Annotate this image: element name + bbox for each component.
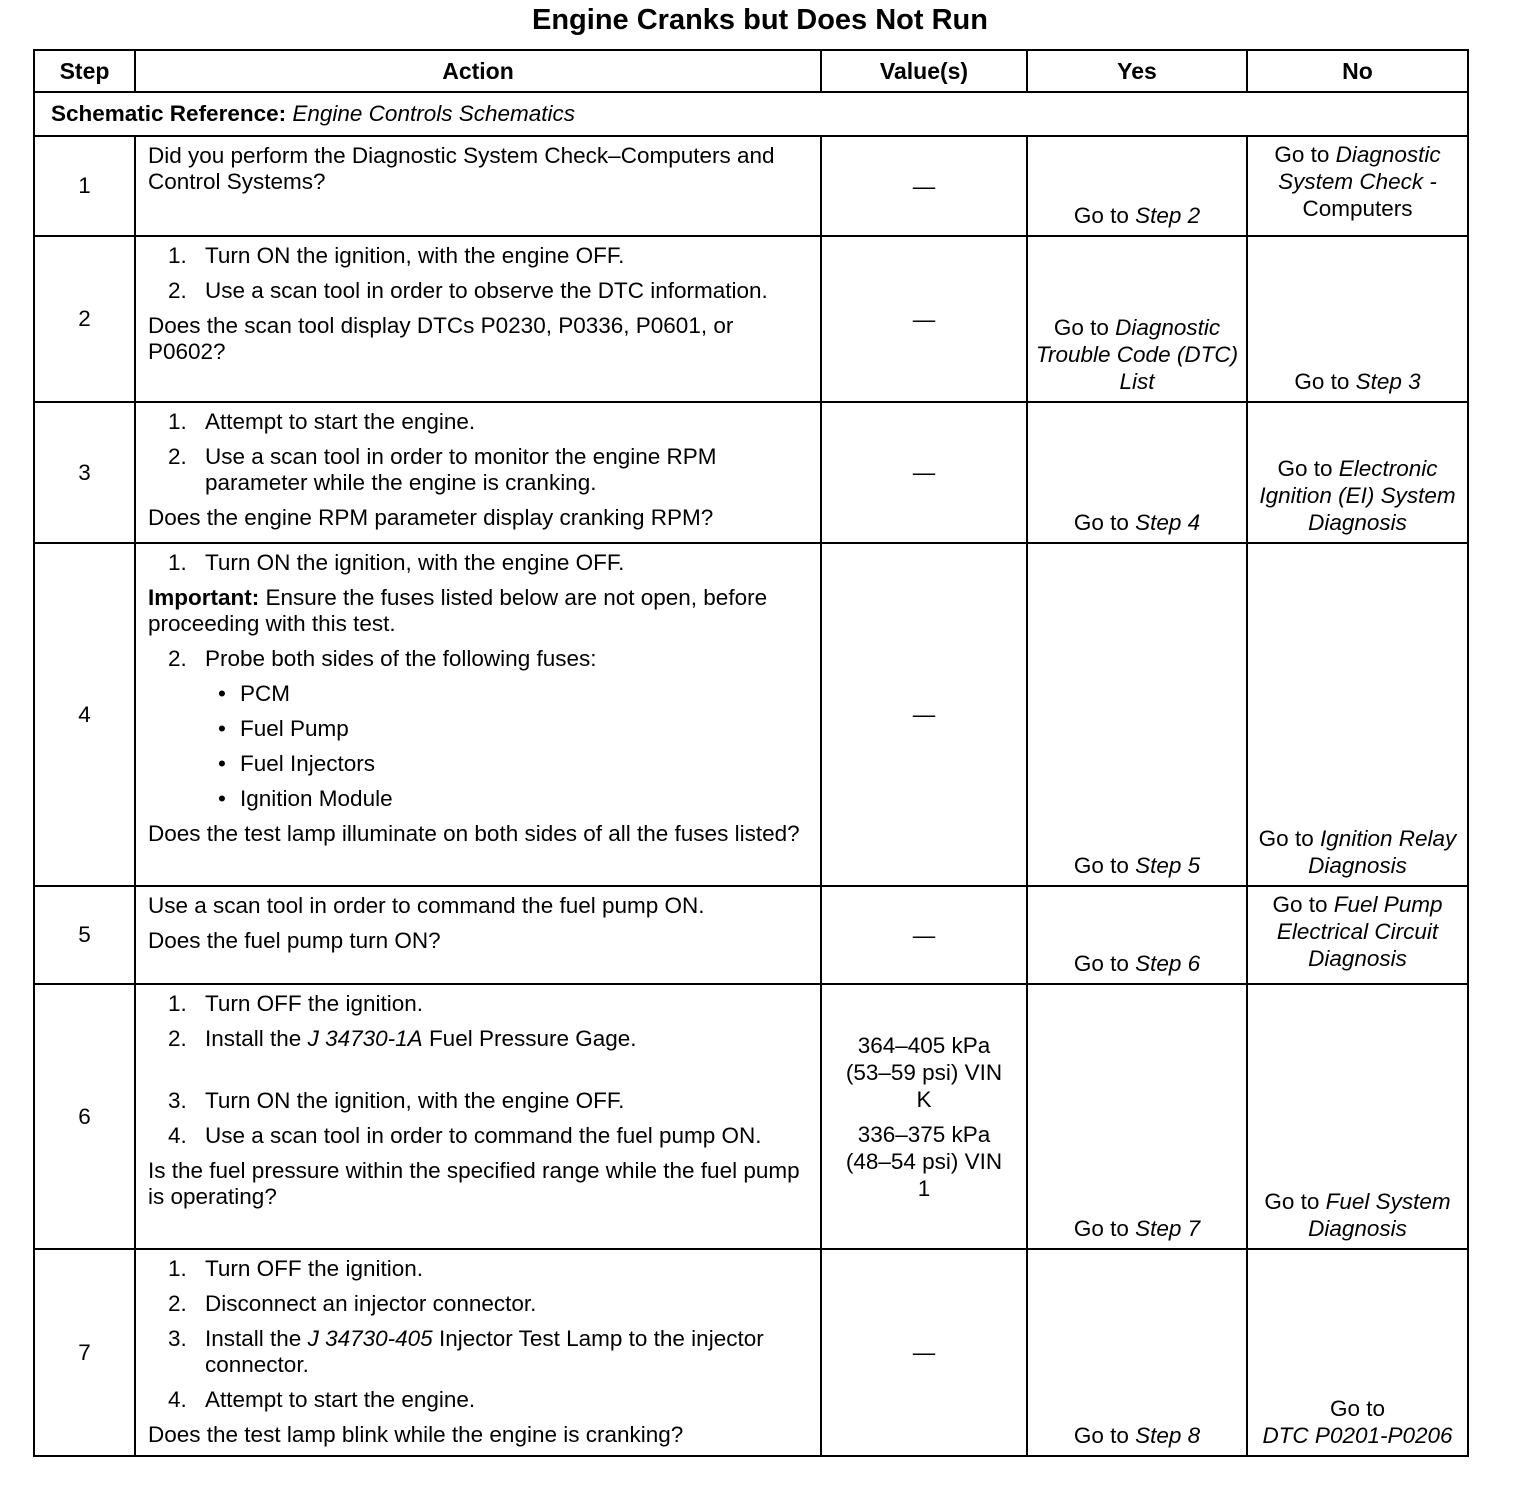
action-item: 4. Attempt to start the engine. (168, 1387, 476, 1412)
goto-text: Go to (1073, 853, 1129, 878)
fuse-item: • PCM (218, 681, 290, 706)
action-item: 2. Disconnect an injector connector. (168, 1291, 537, 1316)
goto-text: Go to (1277, 456, 1333, 481)
value-cell: — (821, 236, 1027, 402)
page-title: Engine Cranks but Does Not Run (532, 4, 988, 36)
header-row (34, 50, 1468, 92)
action-question: Does the scan tool display DTCs P0230, P0336, P0601, or P0602? (148, 313, 734, 364)
action-item: 3. Turn ON the ignition, with the engine OFF. (168, 1088, 625, 1113)
action-question: Does the test lamp blink while the engine is cranking? (148, 1422, 684, 1447)
goto-link[interactable]: Ignition Relay Diagnosis (1308, 826, 1457, 878)
important-note: Important: Ensure the fuses listed below are not open, before proceeding with this test. (148, 585, 768, 636)
goto-text: Go to (1264, 1189, 1320, 1214)
goto-link-extra[interactable]: Computers (1302, 196, 1413, 221)
header-action: Action (135, 50, 821, 92)
action-item: 2. Probe both sides of the following fuses: (168, 646, 597, 671)
table-row (34, 1249, 1468, 1456)
step-number: 6 (34, 984, 135, 1249)
action-line: Use a scan tool in order to command the fuel pump ON. (148, 893, 705, 918)
goto-link[interactable]: Diagnostic System Check - (1278, 142, 1441, 194)
goto-link[interactable]: Diagnostic Trouble Code (DTC) List (1035, 315, 1239, 394)
action-item: 1. Turn ON the ignition, with the engine OFF. (168, 550, 625, 575)
action-item: 2. Use a scan tool in order to monitor the engine RPM parameter while the engine is cranking. (168, 444, 717, 495)
yes-cell (1027, 236, 1247, 402)
table-row (34, 543, 1468, 886)
goto-text: Go to (1073, 951, 1129, 976)
goto-link[interactable]: Step 4 (1135, 510, 1201, 535)
action-item: 3. Install the J 34730-405 Injector Test Lamp to the injector connector. (168, 1326, 764, 1377)
action-question: Is the fuel pressure within the specified range while the fuel pump is operating? (148, 1158, 800, 1209)
table-row (34, 402, 1468, 543)
step-number: 3 (34, 402, 135, 543)
goto-link[interactable]: Step 8 (1135, 1423, 1201, 1448)
goto-link[interactable]: DTC P0201-P0206 (1262, 1423, 1453, 1448)
yes-cell (1027, 984, 1247, 1249)
table-row (34, 236, 1468, 402)
goto-link[interactable]: Step 3 (1355, 369, 1421, 394)
action-cell (135, 136, 821, 236)
header-step: Step (34, 50, 135, 92)
goto-link[interactable]: Step 6 (1135, 951, 1201, 976)
goto-text: Go to (1258, 826, 1314, 851)
value-cell: — (821, 1249, 1027, 1456)
no-cell (1247, 136, 1468, 236)
action-item: 1. Turn OFF the ignition. (168, 991, 424, 1016)
goto-text: Go to (1073, 1423, 1129, 1448)
header-yes: Yes (1027, 50, 1247, 92)
goto-link[interactable]: Fuel System Diagnosis (1308, 1189, 1451, 1241)
goto-text: Go to (1073, 203, 1129, 228)
action-cell (135, 402, 821, 543)
value-cell (821, 984, 1027, 1249)
tool-name: J 34730-1A (307, 1026, 423, 1051)
goto-text: Go to (1073, 1216, 1129, 1241)
goto-text: Go to (1329, 1396, 1386, 1421)
no-cell (1247, 402, 1468, 543)
action-question: Does the test lamp illuminate on both sides of all the fuses listed? (148, 821, 800, 846)
fuse-item: • Fuel Injectors (218, 751, 376, 776)
no-cell (1247, 543, 1468, 886)
step-number: 1 (34, 136, 135, 236)
goto-text: Go to (1073, 510, 1129, 535)
header-no: No (1247, 50, 1468, 92)
action-question: Does the engine RPM parameter display cranking RPM? (148, 505, 714, 530)
action-question: Did you perform the Diagnostic System Check–Computers and Control Systems? (148, 143, 775, 194)
table-row (34, 886, 1468, 984)
pressure-value-vin-1: 336–375 kPa (48–54 psi) VIN 1 (845, 1121, 1003, 1201)
schematic-reference (34, 92, 1468, 136)
action-cell (135, 236, 821, 402)
goto-text: Go to (1274, 142, 1330, 167)
goto-link[interactable]: Step 7 (1135, 1216, 1201, 1241)
goto-link[interactable]: Fuel Pump Electrical Circuit Diagnosis (1276, 892, 1443, 971)
value-cell: — (821, 136, 1027, 236)
action-item: 2. Install the J 34730-1A Fuel Pressure Gage. (168, 1026, 637, 1051)
yes-cell (1027, 402, 1247, 543)
no-cell (1247, 984, 1468, 1249)
value-cell: — (821, 402, 1027, 543)
schematic-row (34, 92, 1468, 136)
step-number: 7 (34, 1249, 135, 1456)
action-cell (135, 543, 821, 886)
action-cell (135, 984, 821, 1249)
action-item: 1. Attempt to start the engine. (168, 409, 476, 434)
action-cell (135, 886, 821, 984)
goto-text: Go to (1294, 369, 1350, 394)
goto-link[interactable]: Electronic Ignition (EI) System Diagnosis (1259, 456, 1456, 535)
goto-text: Go to (1053, 315, 1109, 340)
tool-name: J 34730-405 (307, 1326, 433, 1351)
no-cell (1247, 886, 1468, 984)
yes-cell (1027, 543, 1247, 886)
value-cell: — (821, 543, 1027, 886)
action-item: 1. Turn ON the ignition, with the engine OFF. (168, 243, 625, 268)
step-number: 5 (34, 886, 135, 984)
action-cell (135, 1249, 821, 1456)
goto-link[interactable]: Step 2 (1135, 203, 1201, 228)
action-item: 4. Use a scan tool in order to command the fuel pump ON. (168, 1123, 762, 1148)
table-row (34, 984, 1468, 1249)
goto-link[interactable]: Step 5 (1135, 853, 1201, 878)
no-cell (1247, 236, 1468, 402)
action-item: 2. Use a scan tool in order to observe the DTC information. (168, 278, 768, 303)
diagnostic-table (33, 49, 1469, 1457)
value-cell: — (821, 886, 1027, 984)
step-number: 2 (34, 236, 135, 402)
header-values: Value(s) (821, 50, 1027, 92)
yes-cell (1027, 136, 1247, 236)
step-number: 4 (34, 543, 135, 886)
yes-cell (1027, 1249, 1247, 1456)
schematic-label: Schematic Reference: (51, 101, 287, 126)
yes-cell (1027, 886, 1247, 984)
schematic-link[interactable]: Engine Controls Schematics (292, 101, 576, 126)
fuse-item: • Ignition Module (218, 786, 393, 811)
action-question: Does the fuel pump turn ON? (148, 928, 441, 953)
fuse-item: • Fuel Pump (218, 716, 349, 741)
no-cell (1247, 1249, 1468, 1456)
action-item: 1. Turn OFF the ignition. (168, 1256, 424, 1281)
goto-text: Go to (1272, 892, 1328, 917)
pressure-value-vin-k: 364–405 kPa (53–59 psi) VIN K (845, 1032, 1003, 1112)
table-row (34, 136, 1468, 236)
